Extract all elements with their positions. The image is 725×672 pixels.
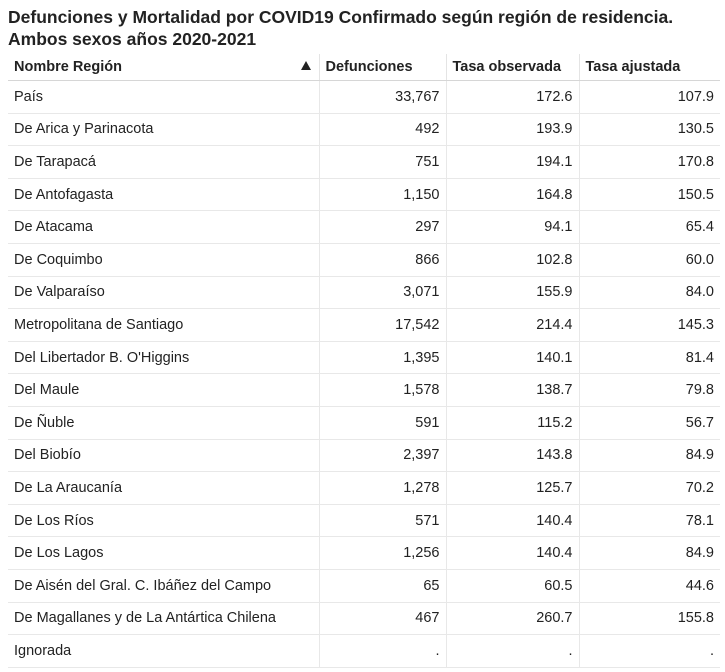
cell-observed-rate: 140.4	[446, 504, 579, 537]
cell-observed-rate: 125.7	[446, 472, 579, 505]
table-row	[8, 309, 720, 342]
cell-deaths: 1,256	[319, 537, 446, 570]
table-row	[8, 146, 720, 179]
cell-observed-rate: 194.1	[446, 146, 579, 179]
table-header-row	[8, 54, 720, 81]
cell-deaths: 467	[319, 602, 446, 635]
cell-region: De Tarapacá	[8, 146, 319, 179]
cell-deaths: 1,395	[319, 341, 446, 374]
cell-deaths: 65	[319, 569, 446, 602]
table-row	[8, 341, 720, 374]
cell-deaths: 297	[319, 211, 446, 244]
cell-deaths: 33,767	[319, 81, 446, 114]
cell-adjusted-rate: 107.9	[579, 81, 720, 114]
cell-region: De Antofagasta	[8, 178, 319, 211]
cell-region: De Arica y Parinacota	[8, 113, 319, 146]
table-row	[8, 81, 720, 114]
cell-observed-rate: 193.9	[446, 113, 579, 146]
cell-adjusted-rate: 44.6	[579, 569, 720, 602]
cell-region: Del Maule	[8, 374, 319, 407]
cell-observed-rate: 155.9	[446, 276, 579, 309]
cell-region: De Atacama	[8, 211, 319, 244]
cell-adjusted-rate: 145.3	[579, 309, 720, 342]
cell-deaths: 866	[319, 243, 446, 276]
table-row	[8, 406, 720, 439]
cell-observed-rate: 140.4	[446, 537, 579, 570]
cell-observed-rate: 260.7	[446, 602, 579, 635]
cell-observed-rate: 143.8	[446, 439, 579, 472]
cell-deaths: 1,578	[319, 374, 446, 407]
cell-observed-rate: 214.4	[446, 309, 579, 342]
column-header-deaths[interactable]: Defunciones	[319, 54, 446, 81]
cell-observed-rate: 60.5	[446, 569, 579, 602]
mortality-table	[8, 54, 720, 668]
cell-deaths: 2,397	[319, 439, 446, 472]
cell-deaths: 17,542	[319, 309, 446, 342]
table-row	[8, 537, 720, 570]
table-row	[8, 472, 720, 505]
cell-observed-rate: 172.6	[446, 81, 579, 114]
cell-region: De Magallanes y de La Antártica Chilena	[8, 602, 319, 635]
cell-region: País	[8, 81, 319, 114]
cell-adjusted-rate: 79.8	[579, 374, 720, 407]
cell-adjusted-rate: 84.0	[579, 276, 720, 309]
cell-adjusted-rate: .	[579, 635, 720, 668]
table-row	[8, 211, 720, 244]
cell-adjusted-rate: 81.4	[579, 341, 720, 374]
column-header-label: Nombre Región	[14, 59, 122, 75]
table-row	[8, 113, 720, 146]
cell-adjusted-rate: 84.9	[579, 537, 720, 570]
cell-observed-rate: 164.8	[446, 178, 579, 211]
cell-region: De Los Lagos	[8, 537, 319, 570]
table-row	[8, 504, 720, 537]
cell-deaths: .	[319, 635, 446, 668]
cell-adjusted-rate: 60.0	[579, 243, 720, 276]
cell-deaths: 1,278	[319, 472, 446, 505]
cell-region: Del Libertador B. O'Higgins	[8, 341, 319, 374]
cell-region: De La Araucanía	[8, 472, 319, 505]
report-title: Defunciones y Mortalidad por COVID19 Confirmado según región de residencia. Ambos sexos años 2020-2021	[8, 7, 674, 49]
table-row	[8, 276, 720, 309]
cell-deaths: 492	[319, 113, 446, 146]
table-row	[8, 243, 720, 276]
cell-observed-rate: 115.2	[446, 406, 579, 439]
cell-adjusted-rate: 78.1	[579, 504, 720, 537]
cell-adjusted-rate: 130.5	[579, 113, 720, 146]
cell-region: De Valparaíso	[8, 276, 319, 309]
table-row	[8, 569, 720, 602]
cell-adjusted-rate: 170.8	[579, 146, 720, 179]
cell-adjusted-rate: 65.4	[579, 211, 720, 244]
cell-adjusted-rate: 70.2	[579, 472, 720, 505]
cell-region: De Ñuble	[8, 406, 319, 439]
table-row	[8, 602, 720, 635]
cell-deaths: 751	[319, 146, 446, 179]
table-row	[8, 178, 720, 211]
cell-region: Ignorada	[8, 635, 319, 668]
cell-region: Del Biobío	[8, 439, 319, 472]
column-header-adjusted-rate[interactable]: Tasa ajustada	[579, 54, 720, 81]
cell-observed-rate: 138.7	[446, 374, 579, 407]
table-row	[8, 635, 720, 668]
cell-region: De Aisén del Gral. C. Ibáñez del Campo	[8, 569, 319, 602]
cell-deaths: 571	[319, 504, 446, 537]
sort-ascending-icon[interactable]	[301, 61, 311, 70]
cell-adjusted-rate: 84.9	[579, 439, 720, 472]
cell-deaths: 3,071	[319, 276, 446, 309]
cell-region: Metropolitana de Santiago	[8, 309, 319, 342]
cell-observed-rate: 94.1	[446, 211, 579, 244]
cell-observed-rate: .	[446, 635, 579, 668]
table-row	[8, 374, 720, 407]
cell-adjusted-rate: 150.5	[579, 178, 720, 211]
column-header-observed-rate[interactable]: Tasa observada	[446, 54, 579, 81]
table-row	[8, 439, 720, 472]
cell-observed-rate: 140.1	[446, 341, 579, 374]
cell-adjusted-rate: 155.8	[579, 602, 720, 635]
cell-deaths: 591	[319, 406, 446, 439]
cell-adjusted-rate: 56.7	[579, 406, 720, 439]
cell-region: De Los Ríos	[8, 504, 319, 537]
cell-deaths: 1,150	[319, 178, 446, 211]
cell-observed-rate: 102.8	[446, 243, 579, 276]
column-header-region[interactable]	[8, 54, 319, 81]
cell-region: De Coquimbo	[8, 243, 319, 276]
